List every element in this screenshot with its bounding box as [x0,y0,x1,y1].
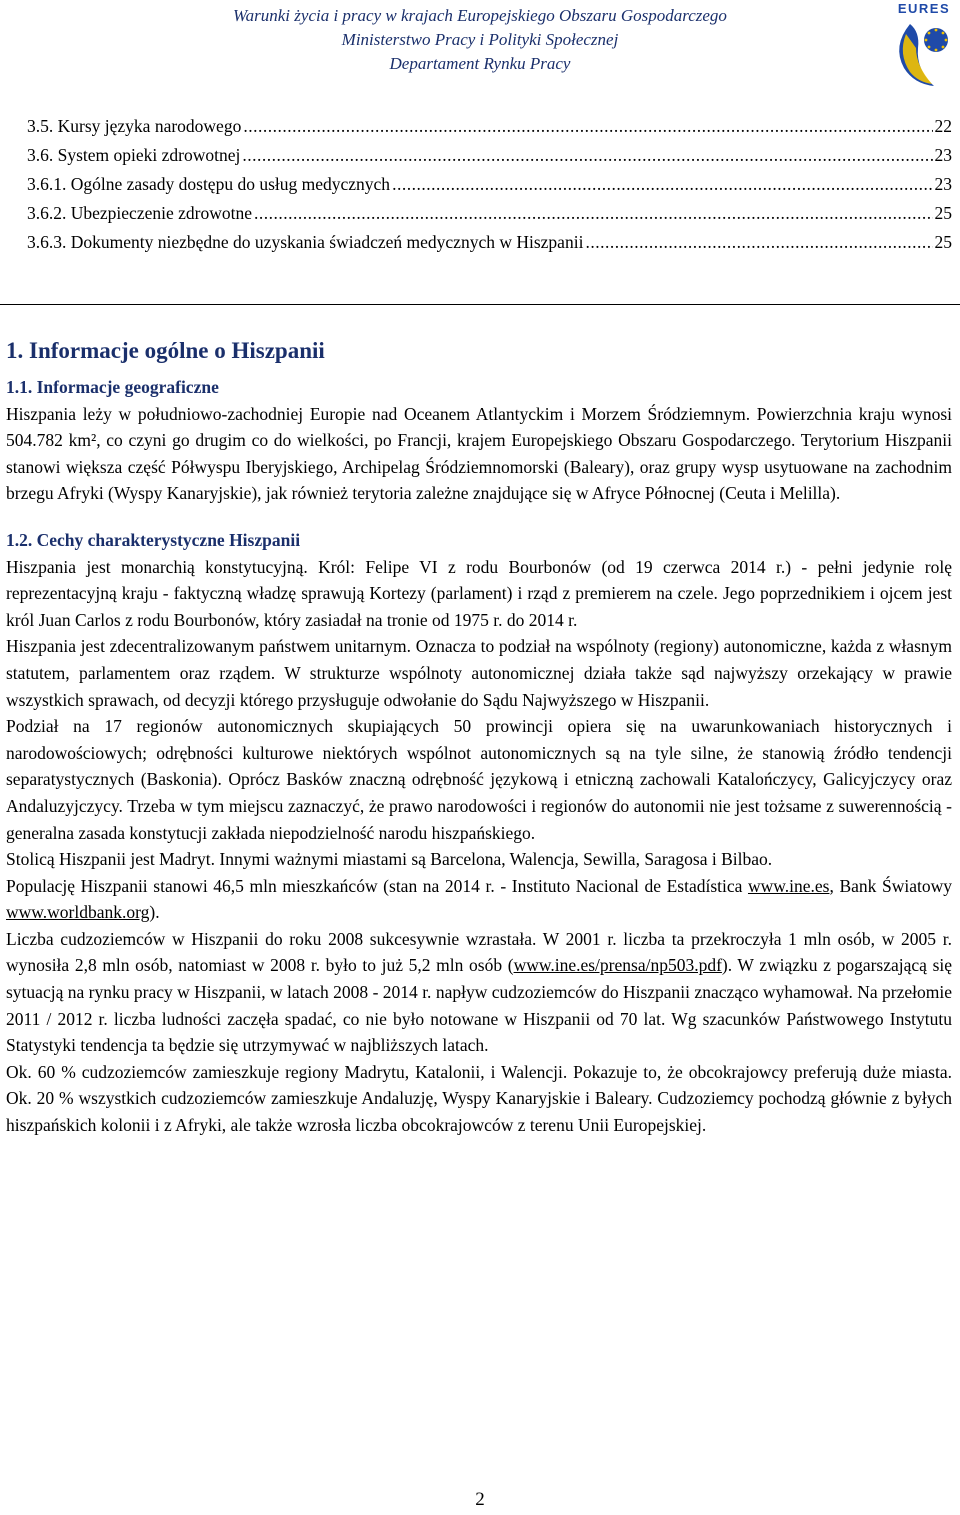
toc-number: 3.5. [27,116,54,136]
toc-page: 25 [934,203,952,223]
paragraph-capital: Stolicą Hiszpanii jest Madryt. Innymi ważnymi miastami są Barcelona, Walencja, Sewilla, Saragosa i Bilbao. [6,849,773,870]
paragraph-foreigner-regions: Ok. 60 % cudzoziemców zamieszkuje regiony Madrytu, Katalonii, i Walencji. Pokazuje to, że obcokrajowcy preferują duże miasta. Ok. 20 % wszystkich cudzoziemców zamieszkuje Andaluzję, Wyspy Kanaryjskie i Baleary. Cudzoziemcy pochodzą głównie z byłych hiszpańskich kolonii i z Afryki, ale także wzrosła liczba obcokrajowców z terenu Unii Europejskiej. [6,1061,952,1136]
paragraph-geography: Hiszpania leży w południowo-zachodniej Europie nad Oceanem Atlantyckim i Morzem Śródziemnym. Powierzchnia kraju wynosi 504.782 km², co czyni go drugim co do wielkości, po Francji, krajem Europejskiego Obszaru Gospodarczego. Terytorium Hiszpanii stanowi większa część Półwyspu Iberyjskiego, Archipelag Śródziemnomorski (Baleary), oraz grupy wysp usytuowane na zachodnim brzegu Afryki (Wyspy Kanaryjskie), jak również terytoria zależne znajdujące się w Afryce Północnej (Ceuta i Melilla). [6,403,952,504]
table-of-contents [27,116,952,261]
toc-label: Kursy języka narodowego [57,116,242,136]
toc-leader [242,145,932,166]
population-text-c: ). [149,902,160,923]
toc-label: Ogólne zasady dostępu do usług medycznych [70,174,391,194]
subsection-title-characteristics: 1.2. Cechy charakterystyczne Hiszpanii [6,529,301,550]
paragraph-monarchy: Hiszpania jest monarchią konstytucyjną. Król: Felipe VI z rodu Bourbonów (od 19 czerwca 2014 r.) - pełni jedynie rolę reprezentacyjną kraju - faktyczną władzę sprawują Kortezy (parlament) i rząd z premierem na czele. Jego poprzednikiem i ojcem jest król Juan Carlos z rodu Bourbonów, który zasiadał na tronie od 1975 r. do 2014 r. [6,556,952,630]
header-line-2: Ministerstwo Pracy i Polityki Społecznej [341,30,619,49]
subsection-title-geography: 1.1. Informacje geograficzne [6,377,219,397]
toc-number: 3.6.2. [27,203,67,223]
ine-report-link[interactable]: www.ine.es/prensa/np503.pdf [513,955,722,976]
toc-item[interactable] [27,174,952,203]
toc-item[interactable] [27,116,952,145]
foreigners-text-b: ). W związku z pogarszającą się sytuacją na rynku pracy w Hiszpanii, w latach 2008 - 2014 r. napływ cudzoziemców do Hiszpanii znacząco wyhamował. Na przełomie 2011 / 2012 r. liczba ludności zaczęła spadać, co nie było notowane w Hiszpanii od 70 lat. Wg szacunków Państwowego Instytutu Statystyki tendencja ta będzie się utrzymywać w najbliższych latach. [6,955,953,1056]
header-line-1: Warunki życia i pracy w krajach Europejskiego Obszaru Gospodarczego [233,6,727,25]
worldbank-link[interactable]: www.worldbank.org [6,902,150,923]
toc-leader [254,203,933,224]
paragraph-regions: Podział na 17 regionów autonomicznych skupiających 50 prowincji opiera się na uwarunkowaniach historycznych i narodowościowych; odrębności kulturowe niektórych wspólnot autonomicznych są na tyle silne, że stanowią źródło tendencji separatystycznych (Baskonia). Oprócz Basków znaczną odrębność językową i etniczną zachowali Katalończycy, Galicyjczycy oraz Andaluzyjczycy. Trzeba w tym miejscu zaznaczyć, że prawo narodowości i regionów do autonomii nie jest tożsame z suwerennością - generalna zasada konstytucji zakłada niepodzielność narodu hiszpańskiego. [6,716,952,843]
toc-number: 3.6.1. [27,174,67,194]
paragraph-foreigners [6,926,952,1059]
main-content [6,334,952,1139]
toc-label: System opieki zdrowotnej [57,145,241,165]
toc-page: 22 [934,116,952,136]
toc-page: 25 [934,232,952,252]
toc-leader [243,116,932,137]
toc-item[interactable] [27,203,952,232]
population-text-b: , Bank Światowy [829,875,952,896]
toc-leader [585,232,932,253]
paragraph-decentralization: Hiszpania jest zdecentralizowanym państwem unitarnym. Oznacza to podział na wspólnoty (regiony) autonomiczne, każda z własnym statutem, parlamentem oraz rządem. W strukturze wspólnoty autonomicznej działa także sąd najwyższy orzekający w prawie wszystkich sprawach, od decyzji którego przysługuje odwołanie do Sądu Najwyższego w Hiszpanii. [6,636,952,710]
toc-label: Dokumenty niezbędne do uzyskania świadczeń medycznych w Hiszpanii [70,232,584,252]
toc-leader [392,174,932,195]
foreigners-text-a: Liczba cudzoziemców w Hiszpanii do roku 2008 sukcesywnie wzrastała. W 2001 r. liczba ta przekroczyła 1 mln osób, w 2005 r. wynosiła 2,8 mln osób, natomiast w 2008 r. było to już 5,2 mln osób ( [6,928,952,976]
ine-link[interactable]: www.ine.es [747,875,830,896]
section-title: 1. Informacje ogólne o Hiszpanii [6,338,325,363]
toc-number: 3.6.3. [27,232,67,252]
page-number: 2 [475,1489,485,1510]
eures-logo [888,0,960,88]
toc-item[interactable] [27,232,952,261]
toc-page: 23 [934,145,952,165]
paragraph-population [6,873,952,926]
toc-number: 3.6. [27,145,54,165]
header-text [175,4,785,76]
toc-item[interactable] [27,145,952,174]
toc-label: Ubezpieczenie zdrowotne [70,203,252,223]
toc-page: 23 [934,174,952,194]
section-divider [0,304,960,305]
population-text-a: Populację Hiszpanii stanowi 46,5 mln mieszkańców (stan na 2014 r. - Instituto Nacional de Estadística [6,875,748,896]
header-line-3: Departament Rynku Pracy [389,54,571,73]
logo-text: EURES [897,1,951,16]
page-header [0,0,960,80]
